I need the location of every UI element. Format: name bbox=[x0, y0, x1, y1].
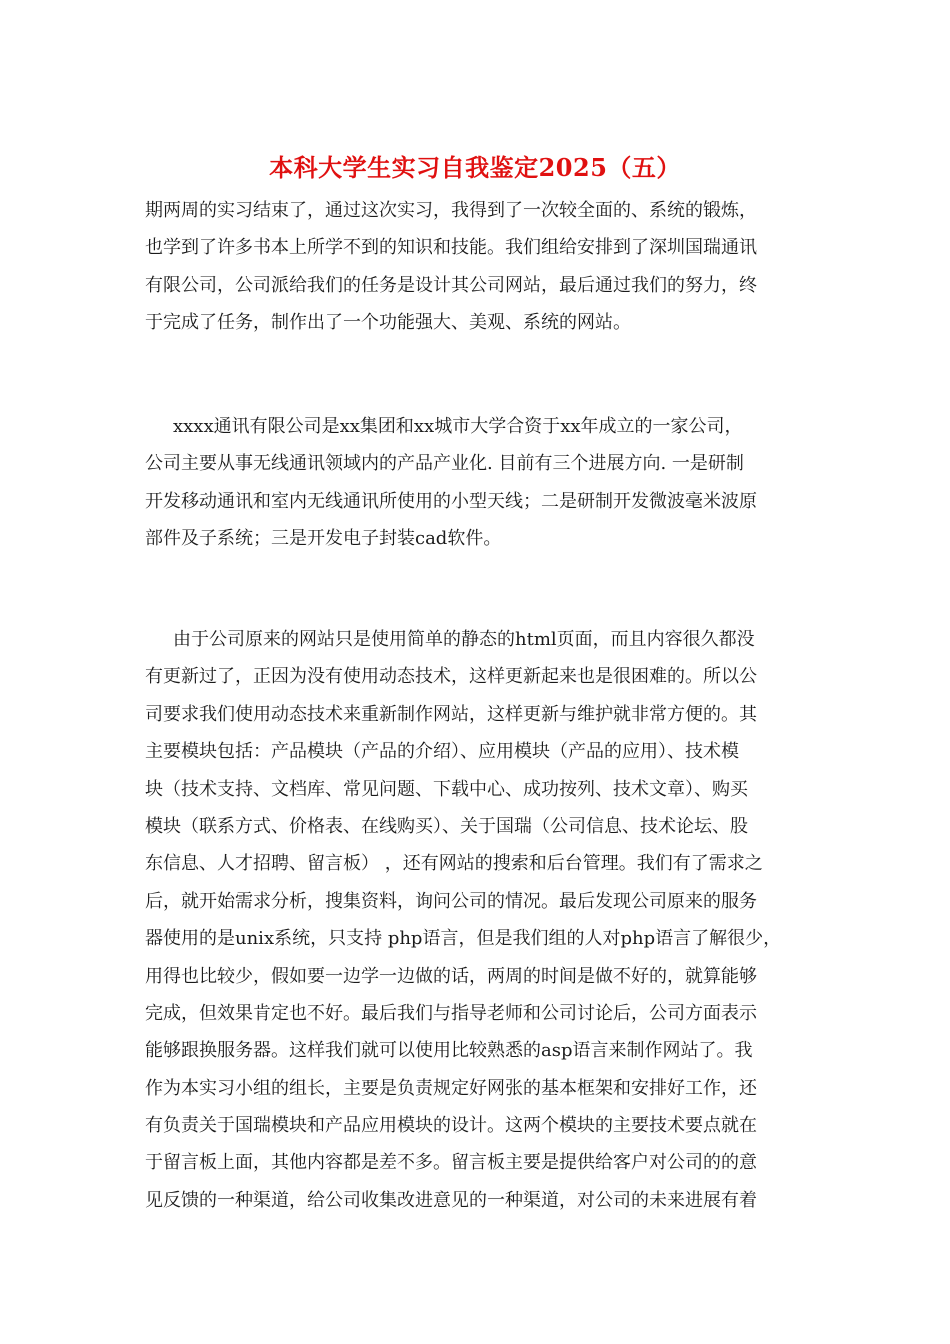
paragraph-line: 部件及子系统；三是开发电子封装cad软件。 bbox=[145, 528, 502, 550]
paragraph-line: 公司主要从事无线通讯领域内的产品产业化. 目前有三个进展方向. 一是研制 bbox=[145, 453, 744, 475]
paragraph-company-intro bbox=[145, 408, 811, 558]
paragraph-line: 由于公司原来的网站只是使用简单的静态的html页面，而且内容很久都没 bbox=[173, 629, 755, 650]
paragraph-line: 器使用的是unix系统，只支持 php语言，但是我们组的人对php语言了解很少， bbox=[145, 928, 782, 950]
paragraph-line: 期两周的实习结束了，通过这次实习，我得到了一次较全面的、系统的锻炼， bbox=[145, 200, 757, 221]
paragraph-website-work bbox=[145, 621, 811, 1219]
paragraph-line: 完成，但效果肯定也不好。最后我们与指导老师和公司讨论后，公司方面表示 bbox=[145, 1002, 757, 1024]
paragraph-internship-summary bbox=[145, 192, 811, 342]
paragraph-line: 有限公司，公司派给我们的任务是设计其公司网站，最后通过我们的努力，终 bbox=[145, 274, 757, 296]
paragraph-line: 能够跟换服务器。这样我们就可以使用比较熟悉的asp语言来制作网站了。我 bbox=[145, 1040, 753, 1062]
paragraph-line: 块（技术支持、文档库、常见问题、下载中心、成功按列、技术文章）、购买 bbox=[145, 778, 748, 800]
paragraph-line: 司要求我们使用动态技术来重新制作网站，这样更新与维护就非常方便的。其 bbox=[145, 703, 757, 725]
paragraph-line: 于留言板上面，其他内容都是差不多。留言板主要是提供给客户对公司的的意 bbox=[145, 1152, 757, 1174]
paragraph-line: 也学到了许多书本上所学不到的知识和技能。我们组给安排到了深圳国瑞通讯 bbox=[145, 237, 757, 259]
paragraph-line: 有负责关于国瑞模块和产品应用模块的设计。这两个模块的主要技术要点就在 bbox=[145, 1115, 757, 1137]
paragraph-line: 见反馈的一种渠道，给公司收集改进意见的一种渠道，对公司的未来进展有着 bbox=[145, 1189, 757, 1211]
paragraph-line: 后，就开始需求分析，搜集资料，询问公司的情况。最后发现公司原来的服务 bbox=[145, 890, 757, 912]
paragraph-line: 有更新过了，正因为没有使用动态技术，这样更新起来也是很困难的。所以公 bbox=[145, 666, 757, 688]
paragraph-line: 模块（联系方式、价格表、在线购买）、关于国瑞（公司信息、技术论坛、股 bbox=[145, 815, 748, 837]
paragraph-line: xxxx通讯有限公司是xx集团和xx城市大学合资于xx年成立的一家公司， bbox=[173, 416, 743, 437]
paragraph-line: 开发移动通讯和室内无线通讯所使用的小型天线；二是研制开发微波毫米波原 bbox=[145, 490, 757, 512]
paragraph-line: 东信息、人才招聘、留言板） ，还有网站的搜索和后台管理。我们有了需求之 bbox=[145, 853, 763, 875]
paragraph-line: 用得也比较少，假如要一边学一边做的话，两周的时间是做不好的，就算能够 bbox=[145, 965, 757, 987]
paragraph-line: 于完成了任务，制作出了一个功能强大、美观、系统的网站。 bbox=[145, 312, 631, 334]
document-title: 本科大学生实习自我鉴定2025（五） bbox=[269, 153, 681, 182]
paragraph-line: 作为本实习小组的组长，主要是负责规定好网张的基本框架和安排好工作，还 bbox=[145, 1077, 757, 1099]
paragraph-line: 主要模块包括：产品模块（产品的介绍）、应用模块（产品的应用）、技术模 bbox=[145, 741, 739, 763]
